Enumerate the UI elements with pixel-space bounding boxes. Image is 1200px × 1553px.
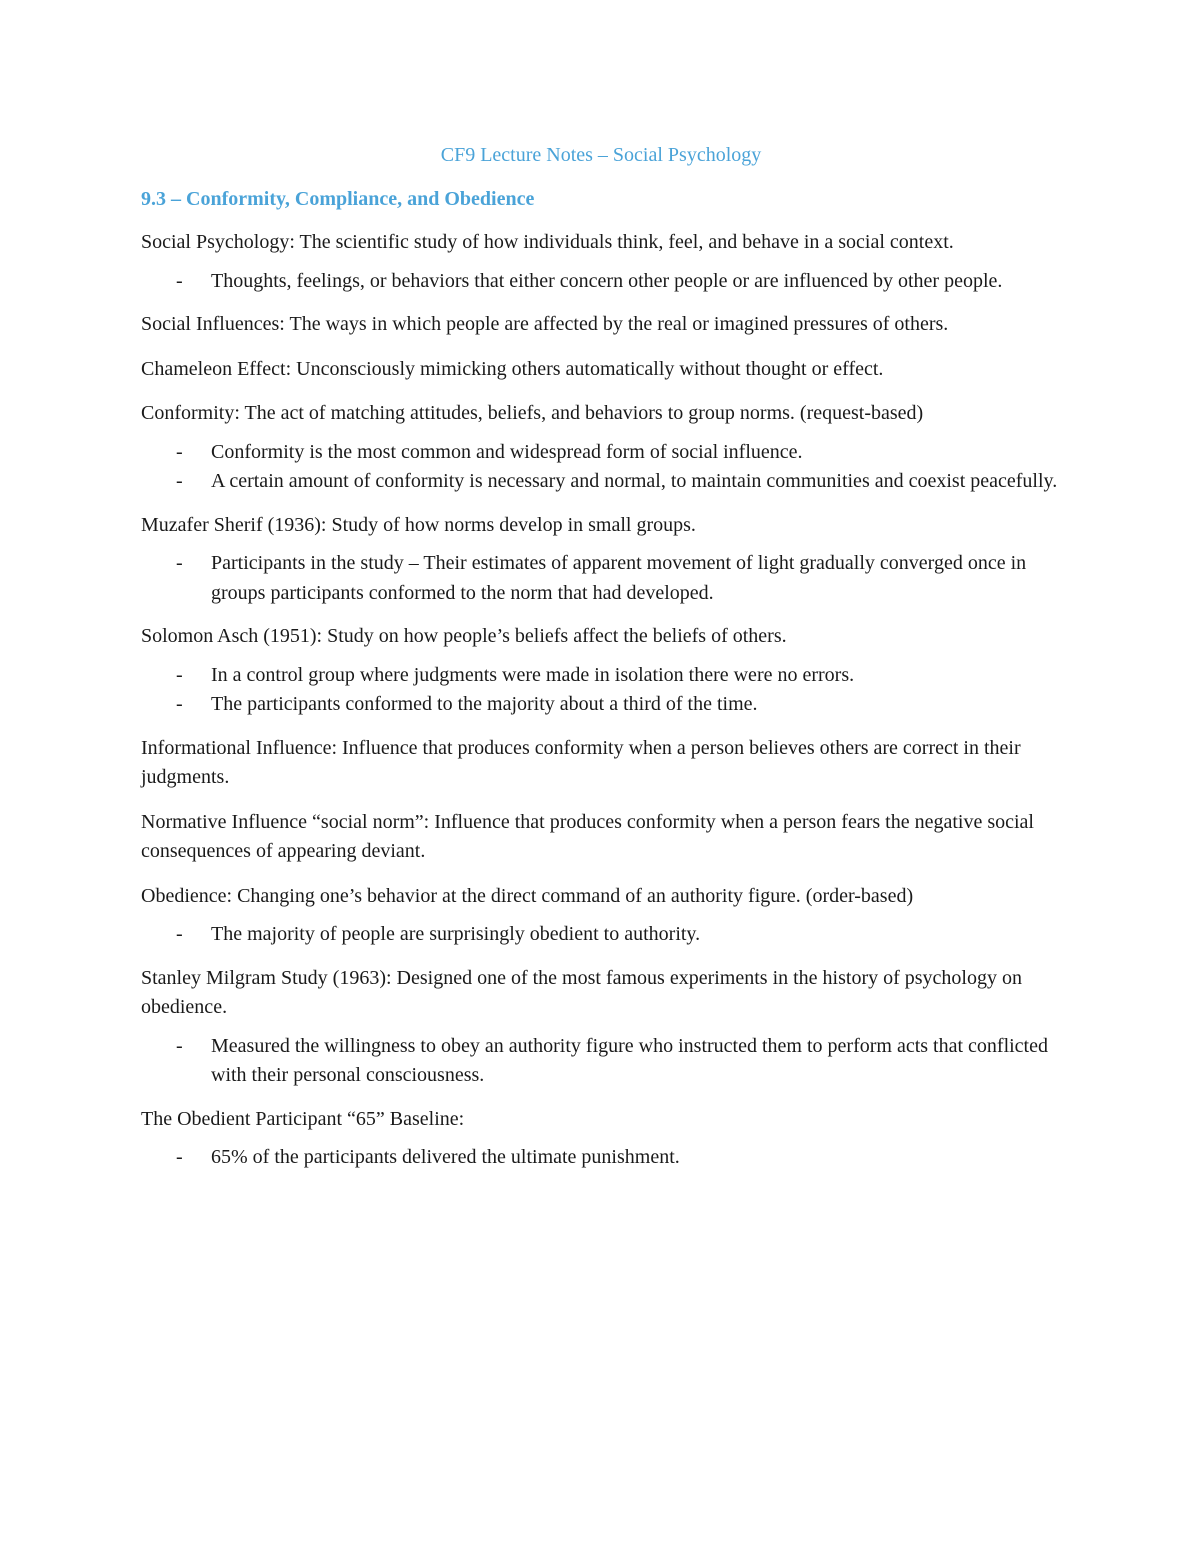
paragraph: Normative Influence “social norm”: Influence that produces conformity when a person fears the negative social consequences of appearing deviant. — [141, 810, 1034, 862]
bullet-list — [141, 661, 1061, 720]
bullet-list — [141, 920, 1061, 950]
bullet-marker: - — [176, 1146, 183, 1168]
paragraph: Solomon Asch (1951): Study on how people’s beliefs affect the beliefs of others. — [141, 625, 787, 647]
bullet-text: Thoughts, feelings, or behaviors that either concern other people or are influenced by other people. — [211, 269, 1003, 292]
document-body — [141, 228, 1061, 1173]
paragraph: Obedience: Changing one’s behavior at the direct command of an authority figure. (order-based) — [141, 884, 914, 907]
section-heading: 9.3 – Conformity, Compliance, and Obedience — [141, 188, 535, 210]
bullet-list — [141, 1032, 1061, 1091]
bullet-text: 65% of the participants delivered the ultimate punishment. — [211, 1146, 680, 1168]
bullet-marker: - — [176, 693, 183, 715]
bullet-item — [141, 690, 1061, 720]
bullet-item — [141, 920, 1061, 950]
bullet-marker: - — [176, 923, 183, 945]
bullet-text: Participants in the study – Their estimates of apparent movement of light gradually converged once in groups participants conformed to the norm that had developed. — [211, 552, 1027, 604]
bullet-text: The majority of people are surprisingly obedient to authority. — [211, 923, 701, 945]
bullet-marker: - — [176, 663, 183, 686]
bullet-marker: - — [176, 552, 183, 574]
bullet-marker: - — [176, 1034, 183, 1057]
bullet-marker: - — [176, 269, 183, 292]
bullet-text: Conformity is the most common and widespread form of social influence. — [211, 440, 803, 463]
bullet-item — [141, 661, 1061, 691]
paragraph: Chameleon Effect: Unconsciously mimicking others automatically without thought or effect. — [141, 357, 884, 380]
bullet-item — [141, 549, 1061, 608]
paragraph: Social Influences: The ways in which people are affected by the real or imagined pressures of others. — [141, 313, 949, 335]
bullet-item — [141, 267, 1061, 297]
paragraph: The Obedient Participant “65” Baseline: — [141, 1107, 465, 1130]
paragraph: Muzafer Sherif (1936): Study of how norms develop in small groups. — [141, 513, 696, 536]
paragraph: Social Psychology: The scientific study of how individuals think, feel, and behave in a social context. — [141, 231, 954, 253]
bullet-list — [141, 549, 1061, 608]
document-title: CF9 Lecture Notes – Social Psychology — [440, 144, 762, 166]
bullet-marker: - — [176, 440, 183, 463]
bullet-item — [141, 1143, 1061, 1173]
bullet-item — [141, 438, 1061, 468]
paragraph: Conformity: The act of matching attitudes, beliefs, and behaviors to group norms. (request-based) — [141, 402, 924, 424]
bullet-text: The participants conformed to the majority about a third of the time. — [211, 693, 758, 715]
bullet-text: A certain amount of conformity is necessary and normal, to maintain communities and coexist peacefully. — [211, 470, 1058, 492]
bullet-item — [141, 1032, 1061, 1091]
bullet-list — [141, 1143, 1061, 1173]
bullet-list — [141, 267, 1061, 297]
paragraph: Stanley Milgram Study (1963): Designed one of the most famous experiments in the history of psychology on obedience. — [141, 966, 1022, 1018]
bullet-text: In a control group where judgments were made in isolation there were no errors. — [211, 663, 855, 686]
bullet-list — [141, 438, 1061, 497]
bullet-item — [141, 467, 1061, 497]
bullet-marker: - — [176, 470, 183, 492]
bullet-text: Measured the willingness to obey an authority figure who instructed them to perform acts that conflicted with their personal consciousness. — [211, 1034, 1048, 1086]
paragraph: Informational Influence: Influence that produces conformity when a person believes others are correct in their judgments. — [141, 736, 1021, 788]
document-page — [141, 140, 1061, 1187]
